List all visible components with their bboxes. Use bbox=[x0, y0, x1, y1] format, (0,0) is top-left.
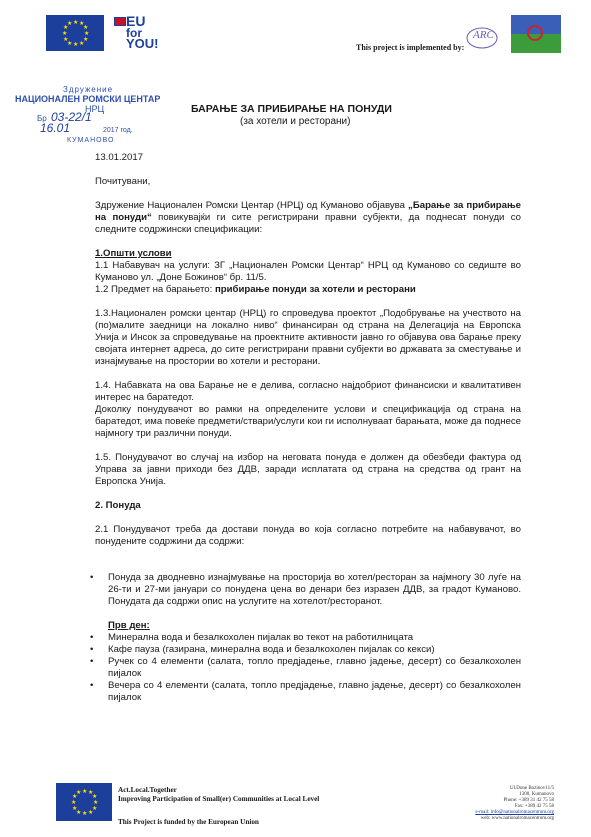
list-item: • Вечера со 4 елементи (салата, топло предјадење, главно јадење, десерт) со безалкохолен пијалок bbox=[90, 680, 521, 704]
svg-text:★: ★ bbox=[72, 805, 78, 812]
svg-text:★: ★ bbox=[72, 793, 78, 800]
svg-text:★: ★ bbox=[76, 809, 82, 816]
section1-heading: 1.Општи услови bbox=[95, 248, 172, 259]
svg-text:★: ★ bbox=[83, 36, 89, 43]
svg-text:★: ★ bbox=[82, 788, 88, 795]
footer-project-name: Act.Local.Together bbox=[118, 786, 177, 794]
first-day-heading: Прв ден: bbox=[108, 620, 150, 631]
stamp-number: 03-22/1 bbox=[51, 110, 92, 124]
svg-text:★: ★ bbox=[73, 41, 79, 48]
list-item: • Минерална вода и безалкохолен пијалак во текот на работилницата bbox=[90, 632, 521, 644]
svg-text:★: ★ bbox=[76, 789, 82, 796]
stamp-year: 2017 год. bbox=[103, 127, 133, 134]
section2-heading: 2. Понуда bbox=[95, 500, 141, 511]
footer-funding: This Project is funded by the European Union bbox=[118, 818, 259, 826]
svg-text:★: ★ bbox=[73, 19, 79, 26]
svg-text:★: ★ bbox=[84, 30, 90, 37]
document-body bbox=[95, 152, 521, 558]
stamp-line3: НРЦ bbox=[85, 104, 105, 114]
stamp-line1: Здружение bbox=[63, 85, 114, 94]
intro-bold-phrase: „Барање за прибирање на понуди“ bbox=[95, 200, 522, 223]
stamp-date: 16.01 bbox=[40, 121, 71, 135]
list-item: • Ручек со 4 елементи (салата, топло предјадење, главно јадење, десерт) со безалкохолен пијалок bbox=[90, 656, 521, 680]
clause-1-2: 1.2 Предмет на барањето: прибирање понуди за хотели и ресторани bbox=[95, 284, 416, 295]
eu-for-you-logo bbox=[114, 15, 170, 51]
svg-text:★: ★ bbox=[93, 799, 99, 806]
clause-1-3: 1.3.Национален ромски центар (НРЦ) го спроведува проектот „Подобрување на учеството на (по)малите заедници на локално ниво“ финансиран од страна на Делегација на Европска Унија и Инсок за спроведување на проектните активности јавно го објавува ова барање преку својата интернет адреса, до сите регистрирани правни субјекти во државата за сместување и изнајмување на простории во хотели и ресторани. bbox=[95, 308, 521, 367]
stamp-line2: НАЦИОНАЛЕН РОМСКИ ЦЕНТАР bbox=[15, 94, 161, 104]
arc-logo bbox=[462, 18, 502, 54]
svg-text:★: ★ bbox=[67, 40, 73, 47]
eu-flag-logo bbox=[46, 15, 104, 51]
clause-1-5: 1.5. Понудувачот во случај на избор на неговата понуда е должен да обезбеди фактура од Управа за јавни приходи без ДДВ, заради исплатата од страна на средства од грант на Европска Унија. bbox=[95, 452, 521, 487]
eu-stars-icon bbox=[46, 15, 104, 51]
svg-text:★: ★ bbox=[82, 810, 88, 817]
svg-text:★: ★ bbox=[79, 40, 85, 47]
roma-flag-logo bbox=[511, 15, 561, 53]
eu-for-you-line3: YOU! bbox=[126, 36, 159, 51]
uk-flag-icon bbox=[114, 17, 126, 26]
clause-2-1: 2.1 Понудувачот треба да достави понуда во која согласно потребите на набавувачот, во понудените содржини да содржи: bbox=[95, 524, 521, 547]
list-item-offer: • Понуда за дводневно изнајмување на просторија во хотел/ресторан за најмногу 30 луѓе на 26-ти и 27-ми јануари со понудена цена во денари без изразен ДДВ, за градот Куманово. Понудата да содржи опис на услугите на хотелот/ресторанот. bbox=[90, 572, 521, 608]
footer-project-description: Improving Participation of Small(er) Communities at Local Level bbox=[118, 795, 320, 803]
eu-for-you-line1: EU bbox=[126, 13, 146, 29]
list-item: • Кафе пауза (газирана, минерална вода и безалкохолен пијалак со кекси) bbox=[90, 644, 521, 656]
svg-text:★: ★ bbox=[62, 30, 68, 37]
svg-text:★: ★ bbox=[88, 809, 94, 816]
svg-text:★: ★ bbox=[67, 20, 73, 27]
svg-text:★: ★ bbox=[79, 20, 85, 27]
chakra-icon bbox=[527, 25, 543, 41]
svg-text:★: ★ bbox=[88, 789, 94, 796]
offer-list bbox=[90, 572, 521, 704]
stamp-city: КУМАНОВО bbox=[67, 137, 115, 144]
greeting: Почитувани, bbox=[95, 176, 151, 187]
clause-1-4a: 1.4. Набавката на ова Барање не е делива, согласно најдобриот финансиски и квалитативен интерес на баратедот. bbox=[95, 380, 521, 403]
svg-text:★: ★ bbox=[71, 799, 77, 806]
implemented-by-text: This project is implemented by: bbox=[356, 43, 465, 52]
svg-text:★: ★ bbox=[83, 24, 89, 31]
footer-eu-flag bbox=[56, 783, 112, 821]
arc-logo-text: ARC bbox=[473, 29, 494, 41]
clause-1-1: 1.1 Набавувач на услуги: ЗГ „Национален Ромски Центар“ НРЦ од Куманово со седиште во Куманово ул. „Доне Божинов“ бр. 11/5. bbox=[95, 260, 521, 283]
footer-address: Ul.Done Bozinov11/5 1300, Kumanovo Phone: +389 31 42 75 58 Fax: +389 42 75 58 e-mail: info@nationalromacentrum.org web: www.nationalromacentrum.org bbox=[475, 786, 554, 821]
footer-eu-stars-icon bbox=[56, 783, 112, 821]
clause-1-4b: Доколку понудувачот во рамки на определените услови и спецификација од страна на баратедот, има повеќе предмети/ствари/услуги кои ги исполнуваат барањата, може да поднесе најмногу три различни понуди. bbox=[95, 404, 521, 439]
svg-text:★: ★ bbox=[92, 805, 98, 812]
organization-stamp bbox=[15, 85, 185, 147]
document-date: 13.01.2017 bbox=[95, 152, 144, 163]
document-subtitle: (за хотели и ресторани) bbox=[240, 116, 351, 127]
stamp-br-label: Бр bbox=[37, 114, 47, 123]
svg-text:★: ★ bbox=[63, 24, 69, 31]
intro-paragraph: Здружение Национален Ромски Центар (НРЦ) од Куманово објавува „Барање за прибирање на понуди“ повикувајќи ги сите регистрирани правни субјекти, да поднесат понуди со следните содржински спецификации: bbox=[95, 200, 522, 235]
eu-for-you-line2: for bbox=[126, 26, 142, 40]
svg-text:★: ★ bbox=[92, 793, 98, 800]
document-title: БАРАЊЕ ЗА ПРИБИРАЊЕ НА ПОНУДИ bbox=[191, 103, 392, 115]
svg-text:★: ★ bbox=[63, 36, 69, 43]
